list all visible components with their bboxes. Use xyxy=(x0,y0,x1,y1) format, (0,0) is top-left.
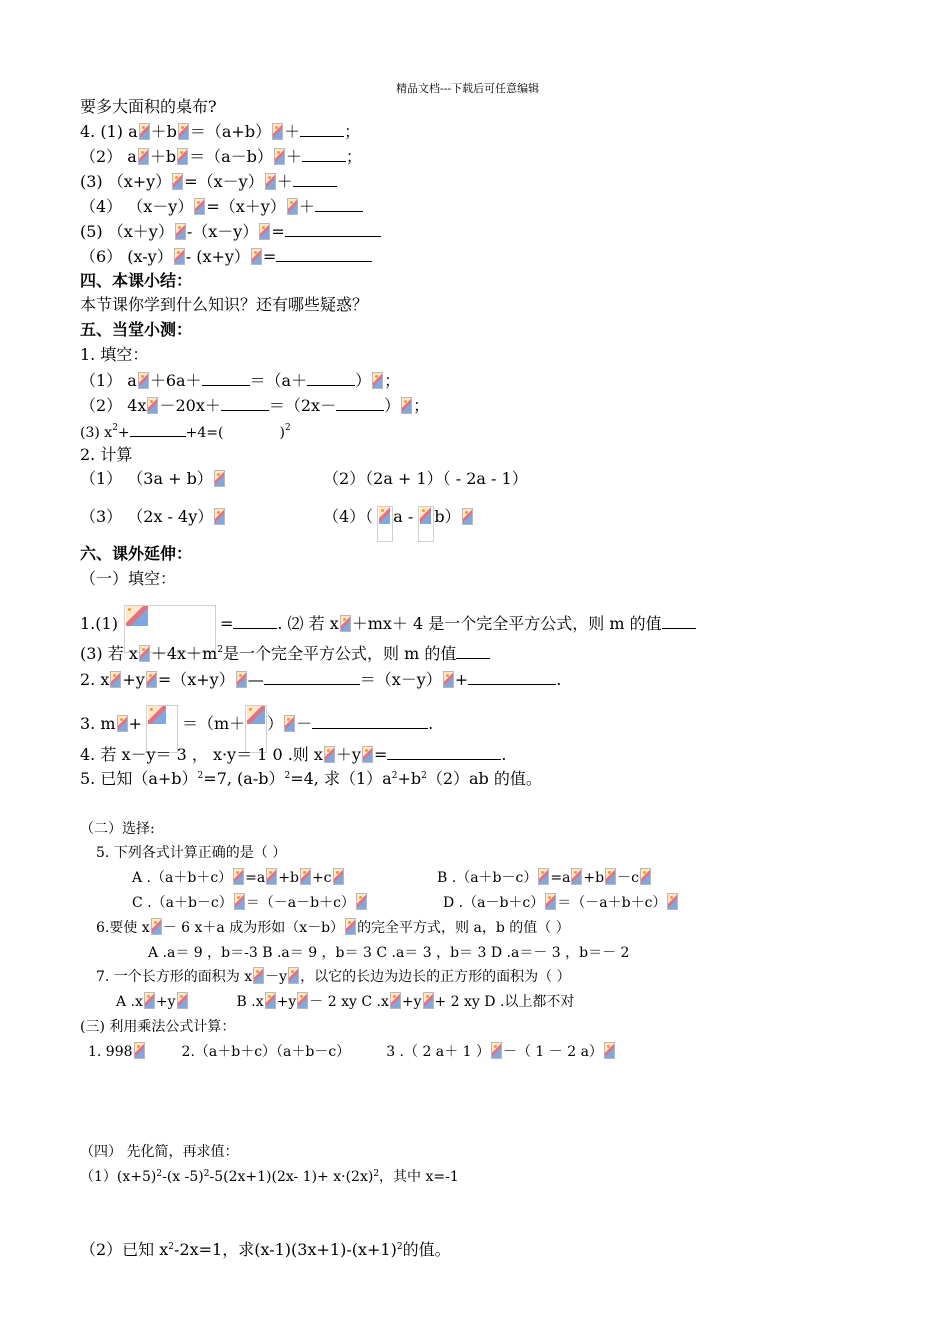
formula-image-icon xyxy=(372,372,383,389)
calc-1: （1） （3a + b） xyxy=(80,468,226,490)
formula-image-icon xyxy=(151,918,162,935)
intro-text: 要多大面积的桌布? xyxy=(80,97,217,116)
formula-image-icon xyxy=(138,148,149,165)
formula-image-icon xyxy=(420,507,431,524)
formula-image-icon xyxy=(443,671,454,688)
formula-image-icon xyxy=(138,372,149,389)
simplify-2: （2）已知 $x^2-2x=1$，求$(x-1)(3x+1)-(x+1)^2$的值。 xyxy=(80,1240,451,1259)
formula-image-icon xyxy=(194,198,205,215)
q6: 6.要使 x － 6 x＋a 成为形如（x－b） 的完全平方式，则 a，b 的值（ ） xyxy=(96,920,570,936)
formula-image-icon xyxy=(144,992,155,1009)
ext-2: 2. x +y =（x+y） — ＝（x－y） + . xyxy=(80,670,562,689)
formula-image-icon xyxy=(247,706,265,724)
q4-line-1: 4. (1) a ＋b ＝（a+b） ＋ ； xyxy=(80,122,361,141)
q4-line-6: （6） (x-y） - (x+y） = xyxy=(80,245,372,268)
fill-title: 1. 填空： xyxy=(80,345,149,364)
ext-5: 5. 已知$(a+b)^2=7$, (a-b）$^2$=4, 求$(1)a^2+b^2(2)ab$ 的值。 xyxy=(80,769,542,788)
answer-blank[interactable] xyxy=(264,668,360,685)
formula-image-icon xyxy=(340,615,351,632)
formula-image-icon xyxy=(545,893,556,910)
fraction-image xyxy=(418,506,434,542)
formula-image-icon xyxy=(640,868,651,885)
answer-blank[interactable] xyxy=(300,120,344,137)
formula-image-icon xyxy=(139,123,150,140)
formula-image-icon xyxy=(272,123,283,140)
answer-blank[interactable] xyxy=(130,420,186,437)
formula-image-icon xyxy=(284,715,295,732)
answer-blank[interactable] xyxy=(293,170,337,187)
answer-blank[interactable] xyxy=(276,245,372,262)
section-4-title: 四、本课小结： xyxy=(80,271,193,290)
answer-blank[interactable] xyxy=(387,743,501,760)
q7: 7. 一个长方形的面积为 x －y ，以它的长边为边长的正方形的面积为（ ） xyxy=(96,969,571,985)
formula-image-icon xyxy=(178,123,189,140)
simplify-title: （四） 先化简，再求值： xyxy=(80,1144,239,1160)
formula-image-icon xyxy=(172,173,183,190)
formula-image-icon xyxy=(251,248,262,265)
formula-image-icon xyxy=(174,248,185,265)
q5-option-a: A .（a＋b＋c） =a +b +c xyxy=(132,867,345,889)
calc-title: 2. 计算 xyxy=(80,445,133,464)
formula-image-icon xyxy=(177,148,188,165)
answer-blank[interactable] xyxy=(336,394,384,411)
fill-2: （2） 4x －20x＋ ＝（2x－ ） ； xyxy=(80,396,430,415)
mult-title: (三) 利用乘法公式计算： xyxy=(80,1019,236,1035)
answer-blank[interactable] xyxy=(202,369,250,386)
choice-title: （二）选择: xyxy=(80,821,155,837)
q5-option-d: D .（a－b＋c） ＝（－a＋b＋c） xyxy=(443,892,679,914)
ext-1: 1.(1) = . ⑵ 若 x ＋mx＋ 4 是一个完全平方公式，则 m 的值 xyxy=(80,605,696,653)
formula-image-icon xyxy=(491,1042,502,1059)
q5-option-c: C .（a＋b－c） ＝（－a－b＋c） xyxy=(132,892,368,914)
formula-image-icon xyxy=(356,893,367,910)
answer-blank[interactable] xyxy=(468,668,556,685)
formula-image-icon xyxy=(177,992,188,1009)
formula-image-icon xyxy=(324,746,335,763)
formula-image-icon xyxy=(379,507,390,524)
formula-image-icon xyxy=(538,868,549,885)
formula-image-icon xyxy=(265,173,276,190)
fill-title-2: （一）填空： xyxy=(80,569,177,588)
q4-line-2: （2） a ＋b ＝（a－b） ＋ ； xyxy=(80,147,362,166)
answer-blank[interactable] xyxy=(302,145,346,162)
formula-image-icon xyxy=(667,893,678,910)
formula-image-icon xyxy=(401,397,412,414)
formula-image-icon xyxy=(274,148,285,165)
ext-4: 4. 若 x－y＝ 3 ， x·y＝ 1 0 .则 x ＋y = . xyxy=(80,745,507,764)
formula-image-icon xyxy=(134,1042,145,1059)
formula-image-icon xyxy=(604,1042,615,1059)
fill-3: (3) $x^2+ +4=$( )$^2$ xyxy=(80,420,291,444)
formula-image-icon xyxy=(265,992,276,1009)
formula-image-icon xyxy=(287,198,298,215)
ext-3: (3) 若 $x +4x+m^2$是一个完全平方公式，则 m 的值 xyxy=(80,642,490,665)
fraction-image xyxy=(377,506,393,542)
answer-blank[interactable] xyxy=(233,612,277,629)
answer-blank[interactable] xyxy=(221,394,269,411)
formula-image-icon xyxy=(126,606,148,626)
calc-2: （2）（2a + 1）（ - 2a - 1） xyxy=(323,469,528,488)
q6-options: A .a＝ 9 ，b＝-3 B .a＝ 9 ，b＝ 3 C .a＝ 3 ，b＝ 3 D .a＝－ 3 ，b＝－ 2 xyxy=(148,945,630,961)
answer-blank[interactable] xyxy=(456,642,490,659)
answer-blank[interactable] xyxy=(307,369,355,386)
fill-1: （1） a ＋6a＋ ＝（a＋ ） ； xyxy=(80,371,401,390)
mult-line: 1. 998 2.（a＋b＋c）（a＋b－c） 3 .（ 2 a＋ 1 ） －（ 1 － 2 a） xyxy=(88,1041,616,1063)
formula-image-icon xyxy=(175,223,186,240)
section-5-title: 五、当堂小测： xyxy=(80,320,193,339)
answer-blank[interactable] xyxy=(315,195,363,212)
formula-image-icon xyxy=(110,671,121,688)
calc-4: （4）（ a - b） xyxy=(323,506,474,542)
formula-image-icon xyxy=(234,893,245,910)
answer-blank[interactable] xyxy=(312,712,428,729)
formula-image-icon xyxy=(423,992,434,1009)
formula-image-icon xyxy=(259,223,270,240)
answer-blank[interactable] xyxy=(285,220,381,237)
q4-line-5: (5) （x＋y） -（x－y） = xyxy=(80,220,381,243)
formula-image-icon xyxy=(236,671,247,688)
formula-image-icon xyxy=(297,992,308,1009)
q5: 5. 下列各式计算正确的是（ ） xyxy=(96,845,287,861)
q5-option-b: B .（a＋b－c） =a +b －c xyxy=(437,867,652,889)
formula-image-icon xyxy=(462,508,473,525)
q4-line-3: (3) （x+y） =（x－y） ＋ xyxy=(80,170,337,193)
section-6-title: 六、课外延伸： xyxy=(80,544,193,563)
formula-image-icon xyxy=(571,868,582,885)
formula-image-icon xyxy=(139,645,150,662)
formula-image-icon xyxy=(214,470,225,487)
formula-image-icon xyxy=(146,671,157,688)
simplify-1: $(1)(x+5)^2-(x$ -5)$^2$-5(2x+1)(2x- $1)+ x\cdot(2x)^2$，其中 x=-1 xyxy=(80,1169,459,1185)
formula-image-icon xyxy=(148,706,166,724)
formula-image-icon xyxy=(266,868,277,885)
calc-3: （3） （2x - 4y） xyxy=(80,506,226,528)
formula-image-icon xyxy=(117,715,128,732)
formula-image-icon xyxy=(300,868,311,885)
formula-image-icon xyxy=(605,868,616,885)
formula-image-icon xyxy=(333,868,344,885)
formula-image-icon xyxy=(253,967,264,984)
formula-image-icon xyxy=(233,868,244,885)
formula-image-icon xyxy=(147,397,158,414)
formula-image-icon xyxy=(345,918,356,935)
answer-blank[interactable] xyxy=(662,612,696,629)
formula-image-icon xyxy=(288,967,299,984)
section-4-text: 本节课你学到什么知识？还有哪些疑惑？ xyxy=(80,295,369,314)
formula-image-icon xyxy=(362,746,373,763)
formula-image-icon xyxy=(214,508,225,525)
page-header: 精品文档---下载后可任意编辑 xyxy=(396,82,540,95)
formula-image-icon xyxy=(390,992,401,1009)
ext-3b: 3. m + ＝（m＋ ） － . xyxy=(80,705,433,753)
q7-options: A .x +y B .x +y － 2 xy C .x +y + 2 xy D .以上都不对 xyxy=(116,994,575,1010)
q4-line-4: （4） （x－y） =（x＋y） ＋ xyxy=(80,195,363,218)
